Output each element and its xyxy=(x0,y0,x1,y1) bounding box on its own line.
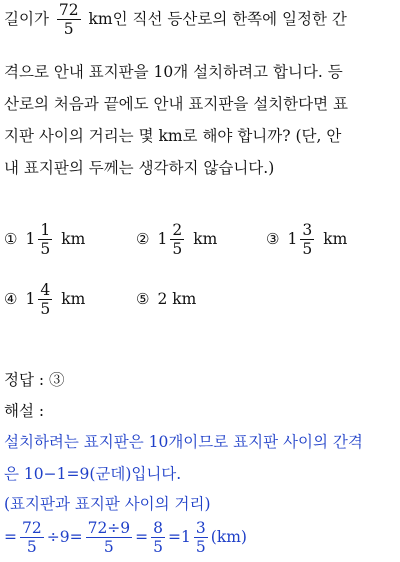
numerator: 4 xyxy=(40,281,51,299)
denominator: 5 xyxy=(195,538,206,557)
option-whole: 1 xyxy=(287,229,298,248)
option-whole: 1 xyxy=(25,289,36,308)
numerator: 3 xyxy=(302,221,313,239)
numerator: 2 xyxy=(172,221,183,239)
equals-whole: =1 xyxy=(168,527,191,546)
numerator: 1 xyxy=(40,221,51,239)
fraction xyxy=(300,222,314,258)
denominator: 5 xyxy=(40,240,51,259)
division-term: ÷9= xyxy=(46,527,83,546)
explanation-label: 해설 : xyxy=(4,402,45,420)
equals-sign: = xyxy=(4,527,17,546)
option-marker: ③ xyxy=(266,229,280,248)
option-unit: km xyxy=(193,229,218,248)
option-marker: ② xyxy=(136,229,150,248)
option-2 xyxy=(136,222,217,258)
option-4 xyxy=(4,282,85,318)
fraction xyxy=(20,520,44,556)
numerator: 72 xyxy=(22,519,42,537)
explanation-line-1: 설치하려는 표지판은 10개이므로 표지판 사이의 간격 xyxy=(4,433,363,451)
numerator: 8 xyxy=(153,519,164,537)
explanation-line-3: (표지판과 표지판 사이의 거리) xyxy=(4,495,211,513)
problem-line-3: 산로의 처음과 끝에도 안내 표지판을 설치한다면 표 xyxy=(4,95,348,113)
option-1 xyxy=(4,222,85,258)
option-unit: km xyxy=(61,289,86,308)
option-marker: ⑤ xyxy=(136,290,150,308)
problem-line-1 xyxy=(4,2,347,38)
fraction xyxy=(57,2,81,38)
problem-text: 길이가 xyxy=(4,9,49,28)
numerator: 72 xyxy=(58,1,79,19)
denominator: 5 xyxy=(63,20,74,39)
fraction xyxy=(170,222,184,258)
numerator: 72÷9 xyxy=(87,519,131,537)
problem-line-2: 격으로 안내 표지판을 10개 설치하려고 합니다. 등 xyxy=(4,63,343,81)
numerator: 3 xyxy=(195,519,206,537)
problem-text: km인 직선 등산로의 한쪽에 일정한 간 xyxy=(88,9,347,28)
unit: (km) xyxy=(210,527,247,546)
fraction xyxy=(151,520,165,556)
option-whole: 1 xyxy=(25,229,36,248)
denominator: 5 xyxy=(302,240,313,259)
denominator: 5 xyxy=(172,240,183,259)
explanation-equation xyxy=(4,520,247,556)
fraction xyxy=(38,222,52,258)
problem-line-5: 내 표지판의 두께는 생각하지 않습니다.) xyxy=(4,159,275,177)
denominator: 5 xyxy=(26,538,37,557)
fraction xyxy=(194,520,208,556)
option-marker: ④ xyxy=(4,289,18,308)
option-5 xyxy=(136,290,196,308)
option-whole: 1 xyxy=(157,229,168,248)
fraction xyxy=(86,520,133,556)
explanation-line-2: 은 10−1=9(군데)입니다. xyxy=(4,465,182,483)
problem-line-4: 지판 사이의 거리는 몇 km로 해야 합니까? (단, 안 xyxy=(4,127,342,145)
answer-label: 정답 : ③ xyxy=(4,371,65,389)
denominator: 5 xyxy=(40,300,51,319)
option-text: 2 km xyxy=(157,290,197,308)
option-3 xyxy=(266,222,347,258)
option-unit: km xyxy=(323,229,348,248)
option-unit: km xyxy=(61,229,86,248)
denominator: 5 xyxy=(103,538,114,557)
option-marker: ① xyxy=(4,229,18,248)
fraction xyxy=(38,282,52,318)
denominator: 5 xyxy=(153,538,164,557)
equals-sign: = xyxy=(135,527,149,546)
